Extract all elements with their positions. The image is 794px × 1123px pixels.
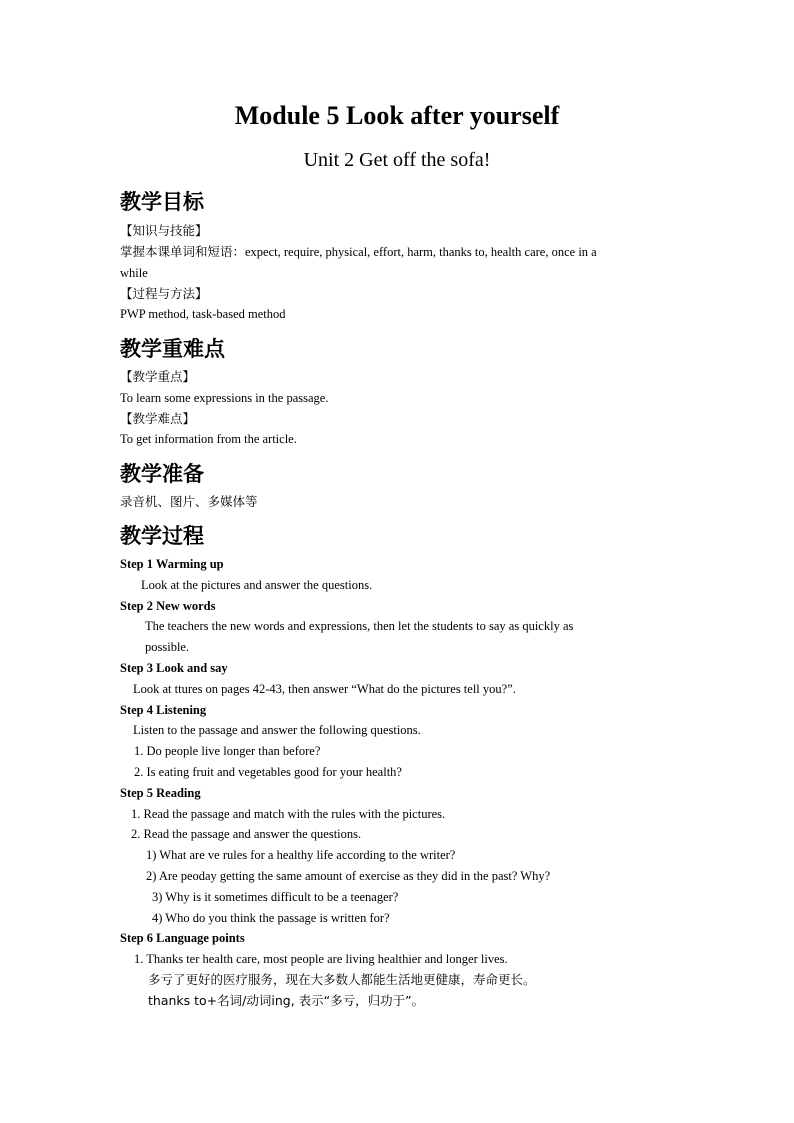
step-4-question-1: 1. Do people live longer than before? — [134, 744, 321, 758]
page-subtitle: Unit 2 Get off the sofa! — [303, 149, 491, 171]
step-4-text: Listen to the passage and answer the following questions. — [133, 723, 421, 737]
knowledge-label: 【知识与技能】 — [120, 223, 208, 238]
step-3-text: Look at ttures on pages 42-43, then answer “What do the pictures tell you?”. — [133, 682, 516, 696]
preparation-text: 录音机、图片、多媒体等 — [120, 494, 258, 509]
process-heading: 教学过程 — [120, 524, 204, 548]
step-6-point-1-note: thanks to+名词/动词ing, 表示“多亏，归功于”。 — [148, 993, 425, 1008]
step-6-title: Step 6 Language points — [120, 931, 245, 945]
focus-text: To learn some expressions in the passage. — [120, 391, 329, 405]
step-2-title: Step 2 New words — [120, 599, 216, 613]
knowledge-text-line-1: 掌握本课单词和短语：expect, require, physical, effort, harm, thanks to, health care, once in a — [120, 245, 597, 259]
step-3-title: Step 3 Look and say — [120, 661, 228, 675]
step-6-point-1-translation: 多亏了更好的医疗服务，现在大多数人都能生活地更健康，寿命更长。 — [148, 972, 536, 987]
objectives-heading: 教学目标 — [120, 190, 204, 214]
step-5-task-2: 2. Read the passage and answer the questions. — [131, 827, 362, 841]
knowledge-text-line-2: while — [120, 266, 148, 280]
key-points-heading: 教学重难点 — [120, 337, 225, 361]
process-method-label: 【过程与方法】 — [120, 286, 208, 301]
focus-label: 【教学重点】 — [120, 369, 196, 384]
step-5-task-1: 1. Read the passage and match with the rules with the pictures. — [131, 807, 446, 821]
difficulty-label: 【教学难点】 — [120, 411, 196, 426]
step-4-title: Step 4 Listening — [120, 703, 207, 717]
step-2-text-line-1: The teachers the new words and expressions, then let the students to say as quickly as — [145, 619, 574, 633]
difficulty-text: To get information from the article. — [120, 432, 297, 446]
process-method-text: PWP method, task-based method — [120, 307, 286, 321]
step-5-question-1: 1) What are ve rules for a healthy life according to the writer? — [146, 848, 456, 862]
step-6-point-1: 1. Thanks ter health care, most people are living healthier and longer lives. — [134, 952, 508, 966]
step-5-question-2: 2) Are peoday getting the same amount of exercise as they did in the past? Why? — [146, 869, 551, 883]
step-5-question-4: 4) Who do you think the passage is written for? — [152, 911, 390, 925]
step-1-title: Step 1 Warming up — [120, 557, 224, 571]
step-5-title: Step 5 Reading — [120, 786, 201, 800]
step-1-text: Look at the pictures and answer the questions. — [141, 578, 373, 592]
step-5-question-3: 3) Why is it sometimes difficult to be a teenager? — [152, 890, 399, 904]
page-title: Module 5 Look after yourself — [234, 101, 560, 130]
preparation-heading: 教学准备 — [120, 462, 204, 486]
step-2-text-line-2: possible. — [145, 640, 190, 654]
step-4-question-2: 2. Is eating fruit and vegetables good for your health? — [134, 765, 402, 779]
